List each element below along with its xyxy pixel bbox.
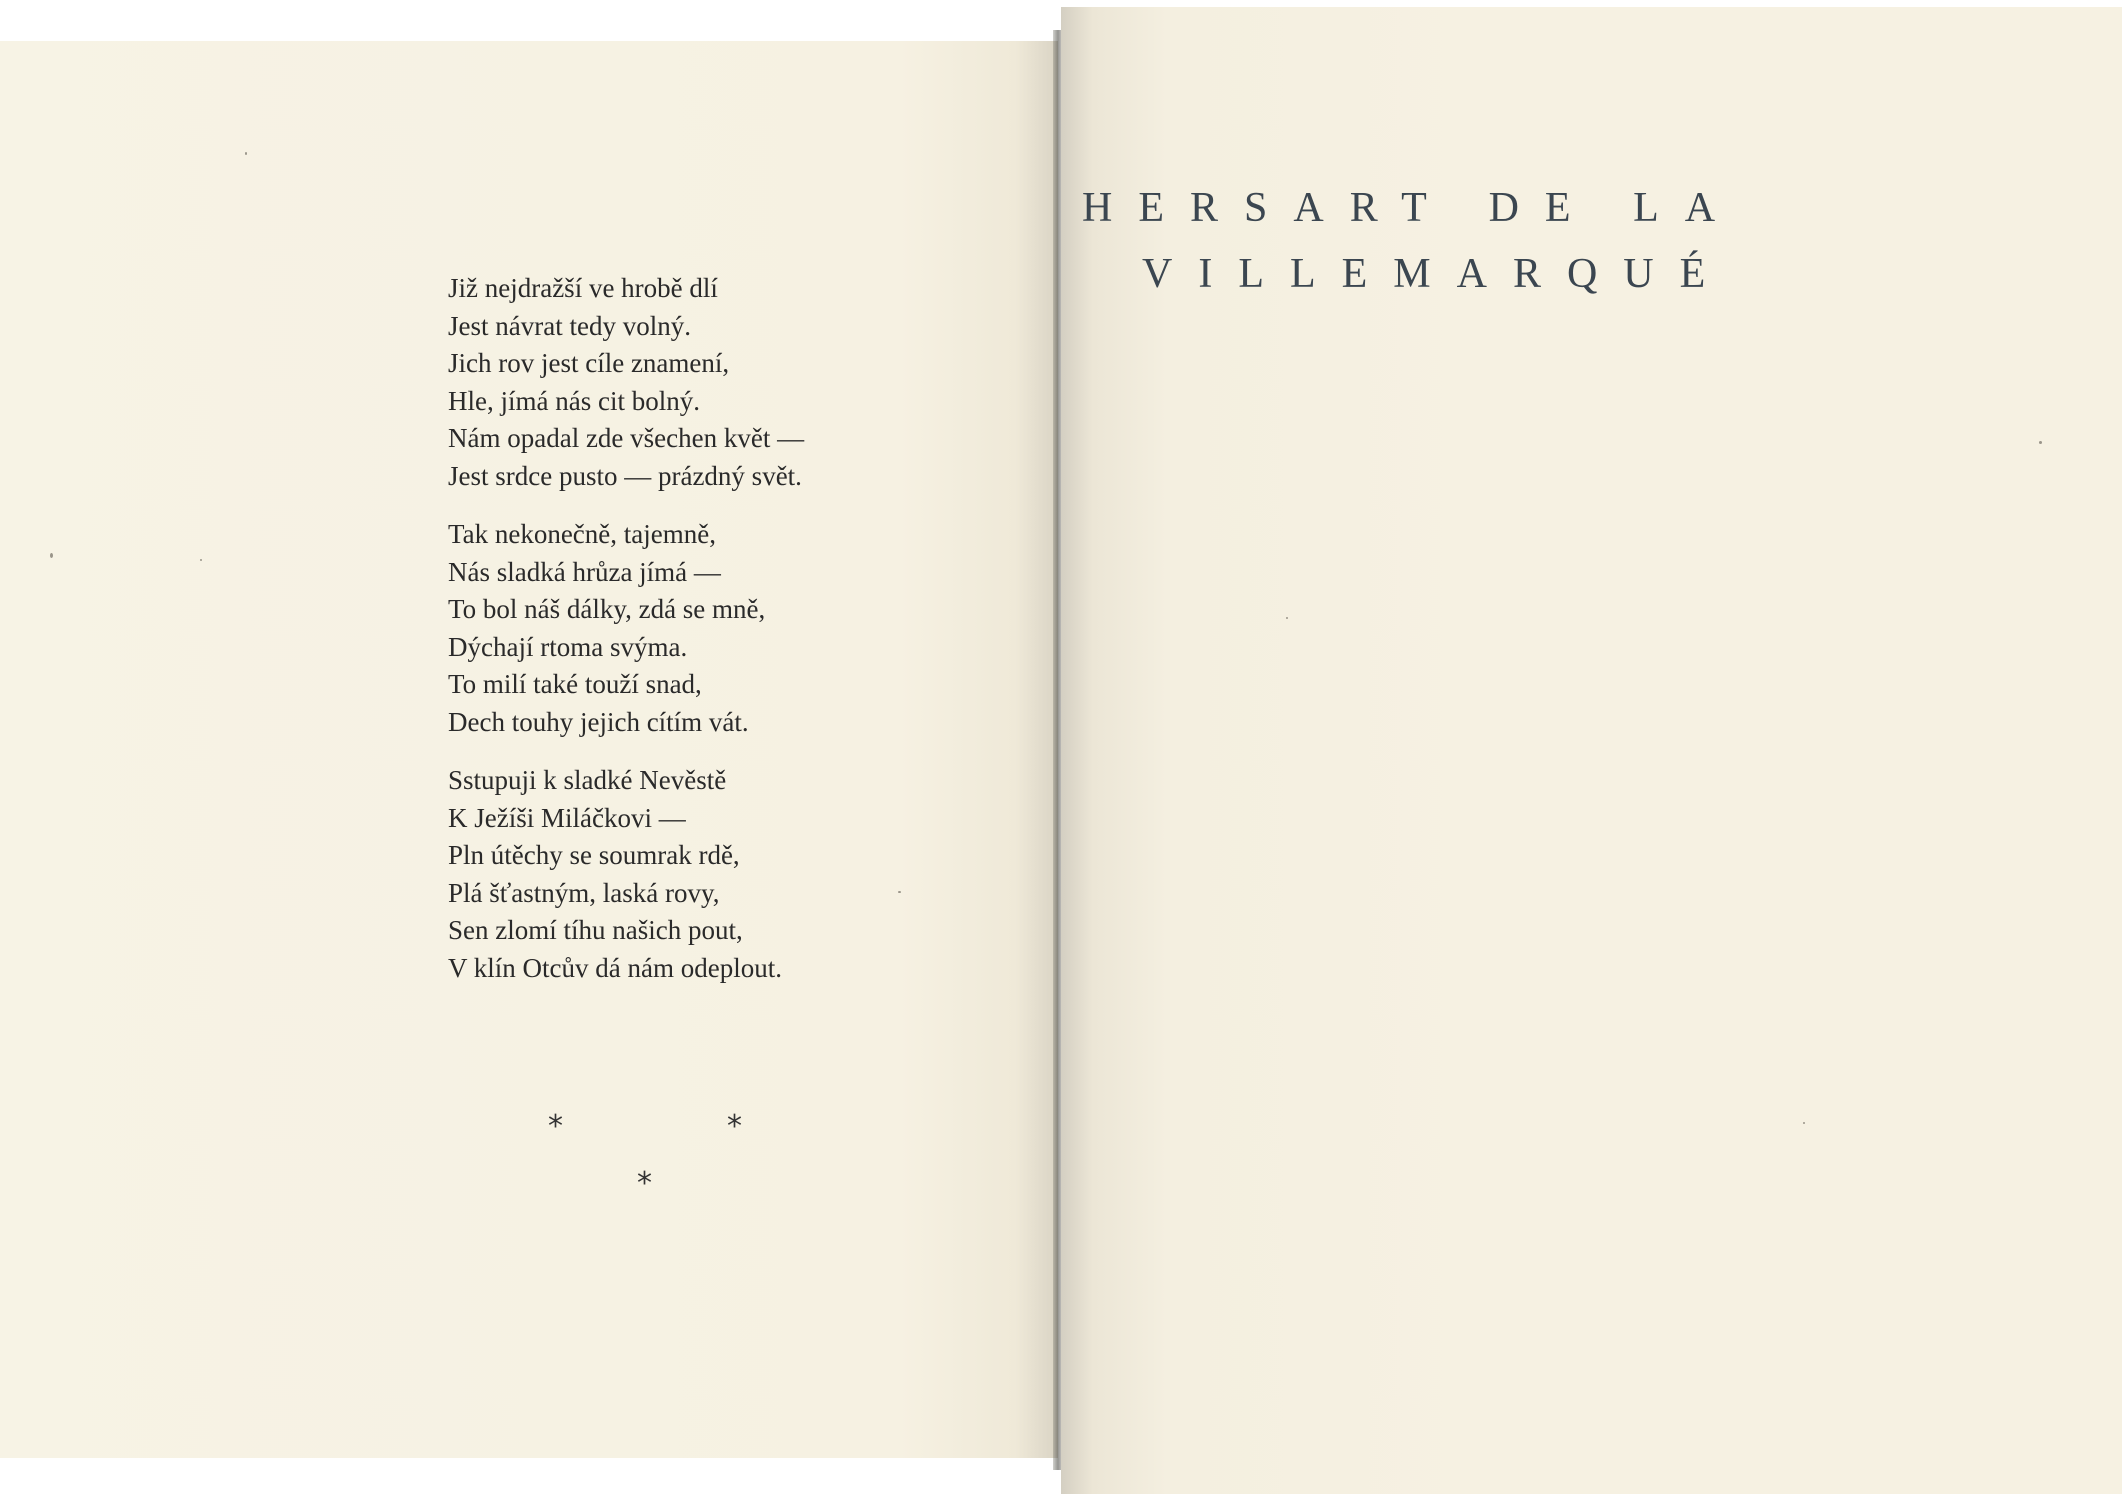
poem-line: Pln útěchy se soumrak rdě, bbox=[448, 840, 740, 870]
poem-line: Nám opadal zde všechen květ — bbox=[448, 423, 805, 453]
poem-line: Sen zlomí tíhu našich pout, bbox=[448, 915, 743, 945]
poem-line: Hle, jímá nás cit bolný. bbox=[448, 385, 700, 416]
poem bbox=[448, 270, 804, 1008]
asterisk: * bbox=[637, 1166, 652, 1201]
asterisk: * bbox=[727, 1109, 742, 1144]
poem-line: Jest návrat tedy volný. bbox=[448, 310, 691, 341]
paper-speck bbox=[2039, 441, 2042, 444]
left-page bbox=[0, 41, 1058, 1458]
paper-speck bbox=[898, 891, 901, 893]
poem-line: Dech touhy jejich cítím vát. bbox=[448, 706, 749, 737]
title-line-1: HERSART DE LA bbox=[1082, 185, 1742, 231]
poem-line: Tak nekonečně, tajemně, bbox=[448, 519, 716, 549]
poem-line: V klín Otcův dá nám odeplout. bbox=[448, 952, 782, 983]
poem-line: Nás sladká hrůza jímá — bbox=[448, 556, 721, 587]
title-line-2: VILLEMARQUÉ bbox=[1142, 251, 1732, 297]
poem-line: Dýchají rtoma svýma. bbox=[448, 631, 688, 662]
poem-line: Sstupuji k sladké Nevěstě bbox=[448, 765, 727, 795]
poem-line: To milí také touží snad, bbox=[448, 669, 702, 699]
poem-line: Jich rov jest cíle znamení, bbox=[448, 348, 730, 378]
paper-speck bbox=[1803, 1122, 1805, 1124]
paper-speck bbox=[50, 553, 53, 558]
paper-speck bbox=[245, 152, 247, 155]
poem-line: Plá šťastným, laská rovy, bbox=[448, 877, 720, 908]
stanza-3 bbox=[448, 762, 804, 987]
poem-line: Jest srdce pusto — prázdný svět. bbox=[448, 460, 802, 491]
poem-line: Již nejdražší ve hrobě dlí bbox=[448, 273, 718, 303]
asterisk: * bbox=[548, 1109, 563, 1144]
poem-line: To bol náš dálky, zdá se mně, bbox=[448, 594, 766, 624]
paper-speck bbox=[200, 559, 202, 561]
stanza-2 bbox=[448, 516, 804, 741]
chapter-title bbox=[1082, 175, 1741, 307]
stanza-1 bbox=[448, 270, 804, 495]
paper-speck bbox=[1286, 617, 1288, 619]
poem-line: K Ježíši Miláčkovi — bbox=[448, 802, 686, 833]
right-page bbox=[1061, 7, 2122, 1494]
